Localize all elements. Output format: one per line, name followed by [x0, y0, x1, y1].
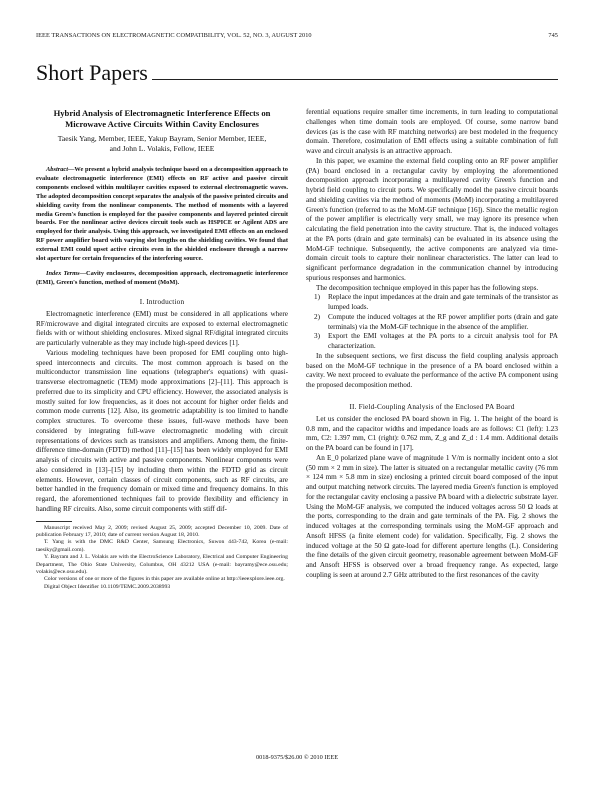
footnote-rule — [36, 521, 72, 522]
list-item — [306, 313, 558, 333]
footnote-color-versions: Color versions of one or more of the figures in this paper are available online at http://ieeexplore.ieee.org. — [44, 576, 285, 583]
copyright-footer: 0018-9375/$26.00 © 2010 IEEE — [255, 754, 339, 761]
continued-paragraph: ferential equations require smaller time increments, in turn leading to computational challenges when time domain tools are employed. Of course, some narrow band devices (as is the case with RF matching networks) are best modeled in the frequency domain. Therefore, cosimulation of EMI effects using a suitable combination of full wave and circuit analysis is an attractive approach. — [306, 108, 558, 155]
paper-title: Hybrid Analysis of Electromagnetic Interference Effects on Microwave Active Circuits Within Cavity Enclosures — [53, 108, 271, 129]
list-item-text: Compute the induced voltages at the RF power amplifier ports (drain and gate terminals) via the MoM-GF technique in the absence of the amplifier. — [328, 312, 558, 331]
abstract — [36, 166, 288, 264]
section-heading — [36, 58, 558, 92]
list-item-number: 3) — [314, 332, 320, 341]
section-heading-title: Short Papers — [36, 58, 152, 88]
footnote-doi: Digital Object Identifier 10.1109/TEMC.2009.2038993 — [44, 583, 171, 590]
journal-name: IEEE TRANSACTIONS ON ELECTROMAGNETIC COMPATIBILITY, VOL. 52, NO. 3, AUGUST 2010 — [36, 32, 312, 39]
abstract-lead: Abstract— — [46, 166, 75, 173]
paper-authors — [36, 134, 288, 154]
list-item — [306, 332, 558, 352]
list-item-number: 1) — [314, 293, 320, 302]
intro-paragraph-1: Electromagnetic interference (EMI) must be considered in all applications where RF/microwave and digital integrated circuits are exposed to external electromagnetic fields with or without shielding enclosures. Mixed signal RF/digital integrated circuits are particularly vulnerable as they may include high-speed devices [1]. — [36, 309, 288, 348]
steps-intro-paragraph: The decomposition technique employed in this paper has the following steps. — [316, 283, 539, 292]
right-column — [306, 108, 558, 738]
index-terms-text: Cavity enclosures, decomposition approach, electromagnetic interference (EMI), Green's function, method of moment (MoM). — [36, 269, 288, 286]
running-header — [36, 32, 558, 44]
footnote-author-bayram-volakis: Y. Bayram and J. L. Volakis are with the ElectroScience Laboratory, Electrical and Computer Engineering Department, The Ohio State University, Columbus, OH 43212 USA (e-mail: bayramy@ece.osu.edu; volakis@ece.osu.edu). — [36, 554, 288, 575]
section-2-title: II. Field-Coupling Analysis of the Enclosed PA Board — [349, 402, 515, 411]
list-item-text: Replace the input impedances at the drain and gate terminals of the transistor as lumped loads. — [328, 293, 558, 311]
section-1-title: I. Introduction — [139, 297, 185, 306]
paper-overview-paragraph: In this paper, we examine the external field coupling onto an RF power amplifier (PA) board enclosed in a rectangular cavity by employing the aforementioned decomposition approach incorporating a multilayered cavity Green's function and hybrid field coupling to circuit ports. We specifically model the passive circuit boards and shielding cavities via the method of moments (MoM) incorporating a multilayered Green's function (referred to as the MoM-GF technique [16]). Since the metallic region of the power amplifier is electrically very small, we may ignore its presence when calculating the field penetration into the cavity structure. That is, the induced voltages at the PA ports (drain and gate terminals) can be evaluated in its absence using the MoM-GF technique. Subsequently, the active components are analyzed via time-domain circuit tools to capture their nonlinear characteristics. The latter can lead to significant performance degradation in the communication channel by introducing spurious responses and harmonics. — [306, 156, 558, 282]
subsequent-sections-paragraph: In the subsequent sections, we first discuss the field coupling analysis approach based on the MoM-GF technique in the presence of a PA board enclosed within a cavity. We next proceed to evaluate the performance of the active PA component using the proposed decomposition method. — [306, 351, 558, 389]
decomposition-steps — [306, 293, 558, 352]
section-2-paragraph-1: Let us consider the enclosed PA board shown in Fig. 1. The height of the board is 0.8 mm, and the capacitor widths and impedance loads are as follows: C1 (left): 1.23 mm, C2: 1.397 mm, C1 (right): 0.762 mm, Z_g and Z_d : 1.4 mm. Additional details on the PA board can be found in [17]. — [306, 414, 558, 452]
page-number: 745 — [548, 32, 558, 39]
abstract-text: We present a hybrid analysis technique based on a decomposition approach to evaluate electromagnetic interference (EMI) effects on RF active and passive circuit components enclosed within multilayer cavities exposed to external electromagnetic waves. The adopted decomposition concept separates the analysis of the passive printed circuits and shielding cavity from the nonlinear components. The method of moments with a layered media Green's function is employed for the passive components and layered printed circuit boards. For the nonlinear active devices circuit tools such as HSPICE or Agilent ADS are employed for their analysis. Using this approach, we investigated EMI effects on an enclosed RF power amplifier board with varying slot lengths on the shielding cavities. We found that external EMI could upset active circuits even in the shielded enclosure through a narrow slot aperture for certain frequencies of the interfering source. — [36, 166, 288, 263]
authors-line-2: and John L. Volakis, Fellow, IEEE — [109, 144, 215, 153]
intro-paragraph-2: Various modeling techniques have been proposed for EMI coupling onto high-speed interconnects and circuits. The most common approach is based on the multiconductor transmission line equations (telegrapher's equations) with quasi-transverse electromagnetic (TEM) mode approximations [2]–[11]. This approach is preferred due to its simplicity and CPU efficiency. However, the associated analysis is mostly suited for low frequencies, as it does not account for higher order fields and common mode currents [12]. Also, its geometric adaptability is too limited to handle complex structures. To overcome these issues, full-wave methods have been considered by integrating full-wave electromagnetic modeling with circuit representations of devices such as transistors and amplifiers. Among them, the finite-difference time-domain (FDTD) method [11]–[15] has been widely employed for EMI analysis of circuits with active and passive components. Nonlinear components were also considered in [13]–[15] by including them within the FDTD grid as circuit elements. However, certain classes of circuit components, such as RF circuits, are better handled in the frequency domain or mixed time and frequency domains. In this regard, the aforementioned techniques fail to provide flexibility and efficiency in handling RF circuits. Also, some circuit components with stiff dif- — [36, 348, 288, 513]
list-item — [306, 293, 558, 313]
list-item-number: 2) — [314, 312, 320, 321]
index-terms — [36, 270, 288, 288]
footnote-manuscript: Manuscript received May 2, 2009; revised August 25, 2009; accepted December 10, 2009. Date of publication February 17, 2010; date of current version August 18, 2010. — [36, 524, 288, 538]
left-column — [36, 108, 288, 738]
list-item-text: Export the EMI voltages at the PA ports to a circuit analysis tool for PA characterization. — [328, 332, 558, 350]
footnote-author-yang: T. Yang is with the DMC R&D Center, Samsung Electronics, Suwon 443-742, Korea (e-mail: taesiky@gmail.com). — [36, 539, 288, 553]
authors-line-1: Taesik Yang, Member, IEEE, Yakup Bayram, Senior Member, IEEE, — [57, 134, 267, 143]
index-terms-lead: Index Terms— — [46, 269, 86, 277]
section-2-paragraph-2: An E_0 polarized plane wave of magnitude 1 V/m is normally incident onto a slot (50 mm × 2 mm in size). The latter is situated on a rectangular metallic cavity (76 mm × 124 mm × 5.8 mm in size) enclosing a printed circuit board composed of the input and output matching network circuits. The layered media Green's function is employed for the rectangular cavity enclosing a passive PA board with a dielectric substrate layer. Using the MoM-GF analysis, we computed the induced voltages across 50 Ω loads at the ports, corresponding to the drain and gate terminals of the PA. Fig. 2 shows the induced voltages at the corresponding terminals using the MoM-GF approach and Ansoft HFSS (a finite element code) for validation. Specifically, Fig. 2 shows the induced voltage at the 50 Ω gate-load for different aperture lengths (L). Considering the fine details of the given circuit geometry, reasonable agreement between MoM-GF and Ansoft HFSS is observed over a broad frequency range. As expected, large coupling is seen at around 2.7 GHz attributed to the first resonances of the cavity — [306, 453, 558, 579]
